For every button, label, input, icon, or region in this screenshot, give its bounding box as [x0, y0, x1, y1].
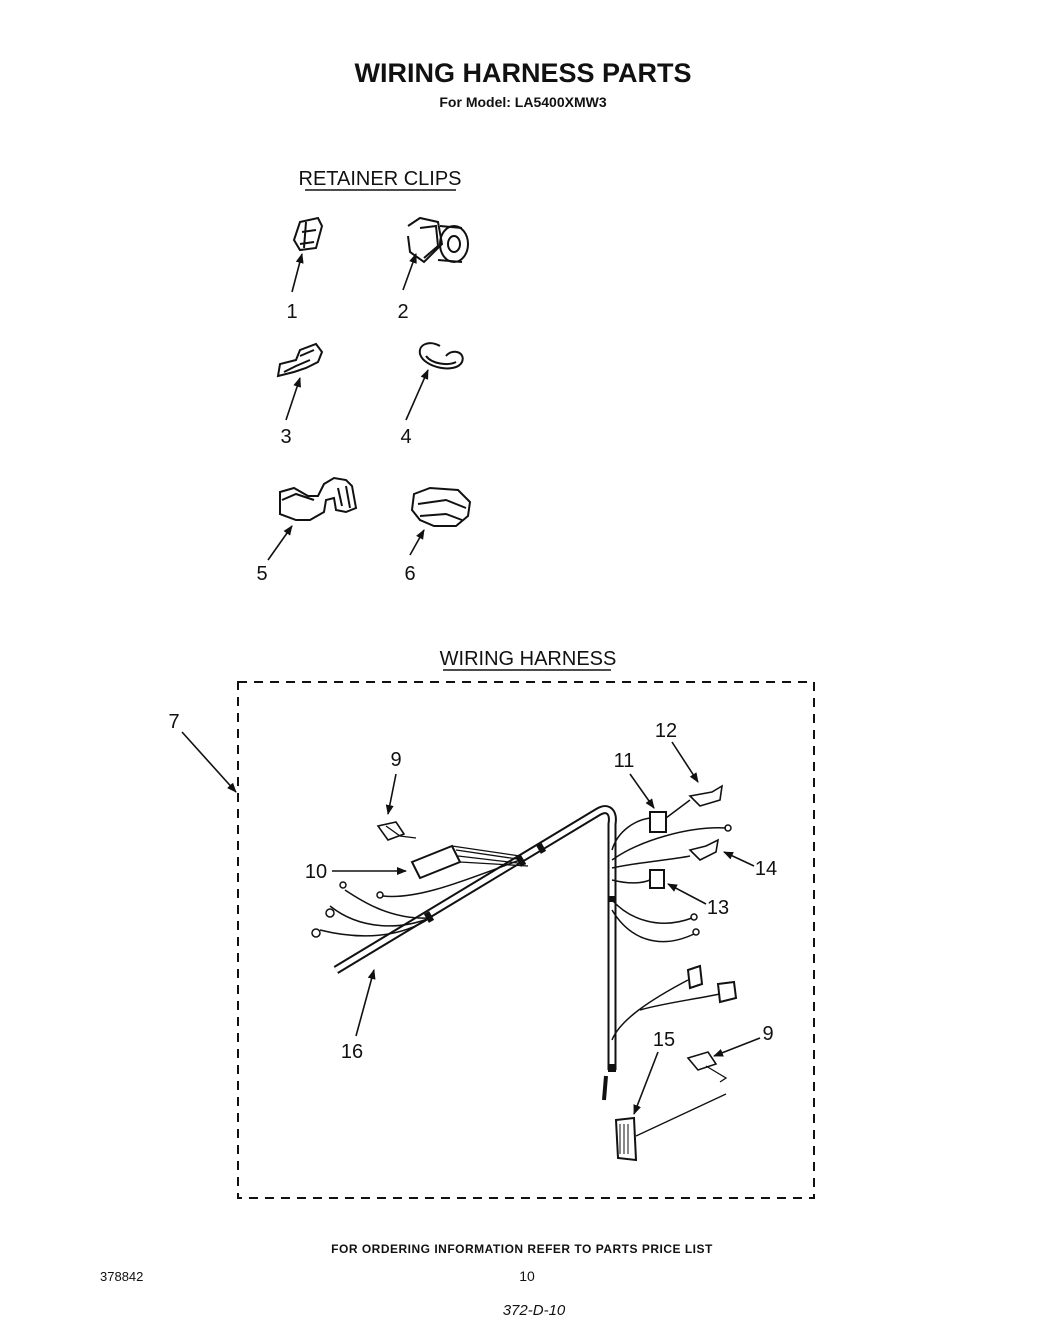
- callout-11: 11: [613, 750, 635, 772]
- callout-9-right-arrow: [714, 1038, 760, 1056]
- callout-10: 10: [304, 861, 328, 883]
- clip-6-arrow: [410, 530, 424, 555]
- callout-9-right: 9: [762, 1023, 774, 1045]
- clip-3-arrow: [286, 378, 300, 420]
- callout-6: 6: [404, 563, 416, 585]
- ordering-note: FOR ORDERING INFORMATION REFER TO PARTS PRICE LIST: [331, 1242, 713, 1256]
- clip-4-illustration: [420, 343, 463, 368]
- model-line: For Model: LA5400XMW3: [439, 94, 607, 110]
- clip-5-arrow: [268, 526, 292, 560]
- clip-1-illustration: [294, 218, 322, 250]
- callout-5: 5: [256, 563, 268, 585]
- callout-13: 13: [706, 897, 730, 919]
- wiring-harness-assembly: [312, 786, 736, 1160]
- callout-16: 16: [340, 1041, 364, 1063]
- page-title: WIRING HARNESS PARTS: [354, 58, 692, 88]
- callout-14-arrow: [724, 852, 754, 866]
- callout-11-arrow: [630, 774, 654, 808]
- page-number: 10: [519, 1268, 535, 1284]
- doc-number: 378842: [100, 1269, 144, 1284]
- callout-1: 1: [286, 301, 298, 323]
- handwritten-code: 372-D-10: [502, 1302, 566, 1319]
- callout-12: 12: [654, 720, 678, 742]
- callout-13-arrow: [668, 884, 706, 904]
- callout-9-left-arrow: [388, 774, 396, 814]
- clip-4-arrow: [406, 370, 428, 420]
- clip-6-illustration: [412, 488, 470, 526]
- callout-15: 15: [652, 1029, 676, 1051]
- clip-1-arrow: [292, 254, 302, 292]
- wiring-harness-heading: WIRING HARNESS: [439, 648, 617, 670]
- callout-12-arrow: [672, 742, 698, 782]
- callout-14: 14: [754, 858, 778, 880]
- callout-9-left: 9: [390, 749, 402, 771]
- clip-2-arrow: [403, 254, 416, 290]
- callout-16-arrow: [356, 970, 374, 1036]
- callout-15-arrow: [634, 1052, 658, 1114]
- clip-3-illustration: [278, 344, 322, 376]
- clip-2-illustration: [408, 218, 468, 262]
- harness-dashed-frame: [238, 682, 814, 1198]
- callout-3: 3: [280, 426, 292, 448]
- clip-5-illustration: [280, 478, 356, 520]
- callout-4: 4: [400, 426, 412, 448]
- callout-2: 2: [397, 301, 409, 323]
- retainer-clips-heading: RETAINER CLIPS: [298, 168, 462, 190]
- callout-7-arrow: [182, 732, 236, 792]
- callout-7: 7: [168, 711, 180, 733]
